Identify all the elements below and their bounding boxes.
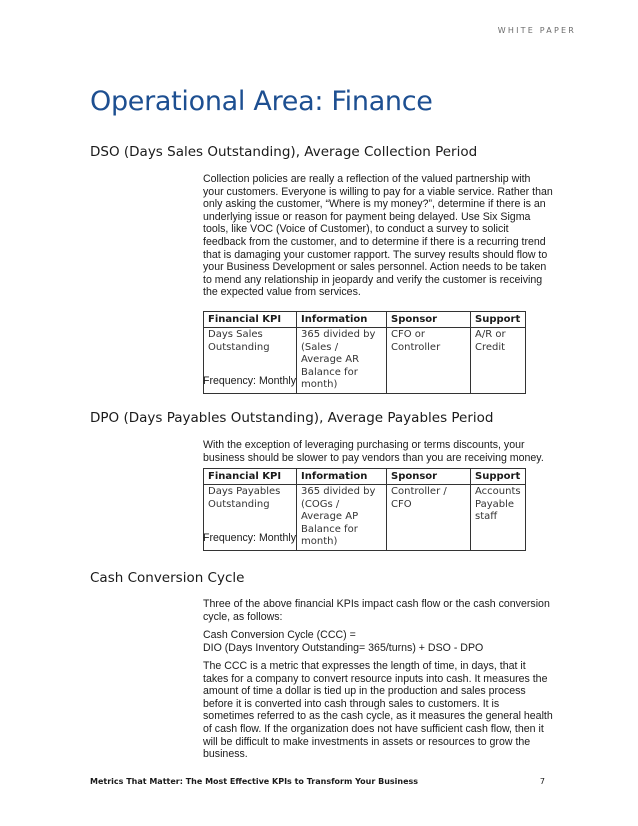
column-header: Support: [471, 469, 526, 485]
table-cell: A/R or Credit: [471, 328, 526, 394]
header-label: WHITE PAPER: [497, 26, 576, 35]
table-cell: CFO or Controller: [387, 328, 471, 394]
ccc-body: The CCC is a metric that expresses the length of time, in days, that it takes for a company to convert resource inputs into cash. It measures the amount of time a dollar is tied up in the production and sales process before it is converted into cash through sales to customers. It is sometimes referred to as the cash cycle, as it measures the general health of cash flow. If the organization does not have sufficient cash flow, then it will be difficult to make investments in assets or resources to grow the business.: [203, 660, 553, 761]
column-header: Information: [297, 469, 387, 485]
ccc-intro: Three of the above financial KPIs impact cash flow or the cash conversion cycle, as follows:: [203, 598, 550, 623]
ccc-formula-line1: Cash Conversion Cycle (CCC) =: [203, 629, 356, 641]
column-header: Sponsor: [387, 469, 471, 485]
column-header: Sponsor: [387, 312, 471, 328]
ccc-formula-line2: DIO (Days Inventory Outstanding= 365/turns) + DSO - DPO: [203, 642, 484, 654]
dso-heading: DSO (Days Sales Outstanding), Average Collection Period: [90, 144, 478, 160]
page-title: Operational Area: Finance: [90, 86, 433, 117]
table-cell: Accounts Payable staff: [471, 485, 526, 551]
table-cell: Controller / CFO: [387, 485, 471, 551]
table-cell: Days Sales Outstanding: [204, 328, 297, 394]
column-header: Support: [471, 312, 526, 328]
dso-body: Collection policies are really a reflection of the valued partnership with your customers. Everyone is willing to pay for a viable service. Rather than only asking the customer, “Where is my money?”, determine if there is an underlying issue or reason for payment being delayed. Use Six Sigma tools, like VOC (Voice of Customer), to conduct a survey to solicit feedback from the customer, and to determine if there is a recurring trend that is damaging your customer rapport. The survey results should flow to your Business Development or sales personnel. Action needs to be taken to mend any relationship in jeopardy and verify the customer is receiving the expected value from services.: [203, 173, 553, 299]
column-header: Financial KPI: [204, 469, 297, 485]
table-cell: Days Payables Outstanding: [204, 485, 297, 551]
footer-title: Metrics That Matter: The Most Effective KPIs to Transform Your Business: [90, 777, 419, 786]
column-header: Financial KPI: [204, 312, 297, 328]
dpo-frequency: Frequency: Monthly: [203, 532, 297, 544]
ccc-heading: Cash Conversion Cycle: [90, 570, 245, 586]
page-number: 7: [539, 777, 545, 786]
dso-frequency: Frequency: Monthly: [203, 375, 297, 387]
table-header-row: [204, 312, 526, 328]
dpo-body: With the exception of leveraging purchasing or terms discounts, your business should be slower to pay vendors than you are receiving money.: [203, 439, 544, 464]
table-cell: 365 divided by (COGs / Average AP Balance for month): [297, 485, 387, 551]
table-header-row: [204, 469, 526, 485]
column-header: Information: [297, 312, 387, 328]
table-cell: 365 divided by (Sales / Average AR Balance for month): [297, 328, 387, 394]
dpo-heading: DPO (Days Payables Outstanding), Average Payables Period: [90, 410, 494, 426]
